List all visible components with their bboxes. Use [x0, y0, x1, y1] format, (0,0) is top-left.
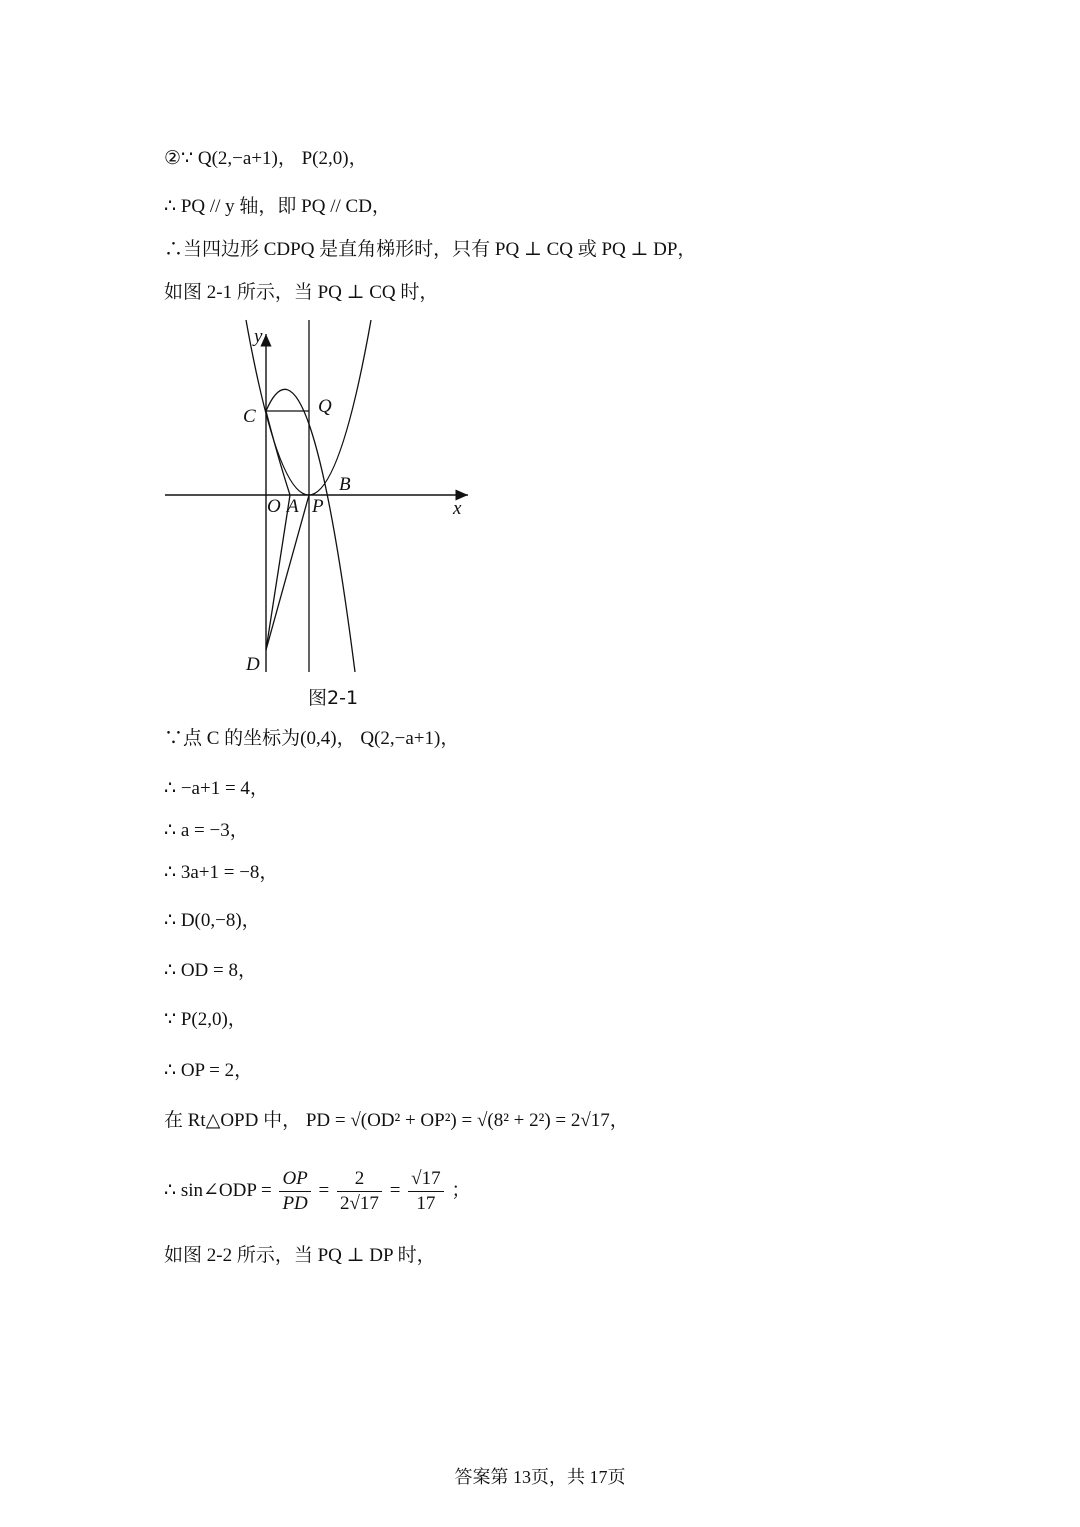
text-line-11: ∵ P(2,0)，	[164, 1009, 247, 1030]
fraction-2-2sqrt17	[337, 1167, 382, 1216]
text-line-5: ∵点 C 的坐标为(0,4)， Q(2,−a+1)，	[164, 728, 460, 749]
label-c: C	[243, 406, 256, 427]
figure-caption: 图2-1	[308, 687, 359, 709]
text-line-9: ∴ D(0,−8)，	[164, 910, 261, 931]
text-line-1: ②∵ Q(2,−a+1)， P(2,0)，	[164, 148, 368, 169]
formula-suffix: ；	[451, 1180, 471, 1201]
segment-da	[266, 495, 290, 650]
text-line-13: 在 Rt△OPD 中， PD = √(OD² + OP²) = √(8² + 2²) = 2√17，	[164, 1110, 629, 1131]
label-q: Q	[318, 396, 332, 417]
downward-parabola	[266, 389, 355, 672]
page-footer: 答案第 13页，共 17页	[454, 1467, 626, 1487]
text-line-12: ∴ OP = 2，	[164, 1060, 254, 1081]
text-line-7: ∴ a = −3，	[164, 820, 249, 841]
fraction-den: PD	[282, 1193, 308, 1215]
fraction-num: OP	[279, 1167, 310, 1192]
sin-formula-line	[164, 1166, 470, 1216]
equals-sign: =	[389, 1180, 401, 1201]
label-b: B	[339, 474, 351, 495]
fraction-num: 2	[337, 1167, 382, 1192]
fraction-num: √17	[408, 1167, 443, 1192]
label-o: O	[267, 496, 281, 517]
fraction-den: 2√17	[340, 1193, 379, 1215]
formula-prefix: ∴ sin∠ODP =	[164, 1180, 272, 1201]
label-p: P	[312, 496, 324, 517]
fraction-op-pd	[279, 1167, 310, 1216]
text-line-15: 如图 2-2 所示，当 PQ ⊥ DP 时，	[164, 1245, 436, 1266]
label-d: D	[246, 654, 260, 675]
coordinate-diagram	[162, 318, 482, 680]
label-a: A	[287, 496, 299, 517]
text-line-3: ∴当四边形 CDPQ 是直角梯形时，只有 PQ ⊥ CQ 或 PQ ⊥ DP，	[164, 239, 697, 260]
text-line-8: ∴ 3a+1 = −8，	[164, 862, 279, 883]
segment-dp	[266, 495, 309, 650]
text-line-10: ∴ OD = 8，	[164, 960, 257, 981]
label-y: y	[254, 326, 263, 347]
label-x: x	[453, 498, 462, 519]
figure-2-1	[162, 318, 482, 680]
fraction-sqrt17-17	[408, 1167, 443, 1216]
text-line-4: 如图 2-1 所示，当 PQ ⊥ CQ 时，	[164, 282, 439, 303]
fraction-den: 17	[416, 1193, 436, 1215]
text-line-6: ∴ −a+1 = 4，	[164, 778, 269, 799]
text-line-2: ∴ PQ // y 轴，即 PQ // CD，	[164, 196, 391, 217]
equals-sign: =	[318, 1180, 330, 1201]
